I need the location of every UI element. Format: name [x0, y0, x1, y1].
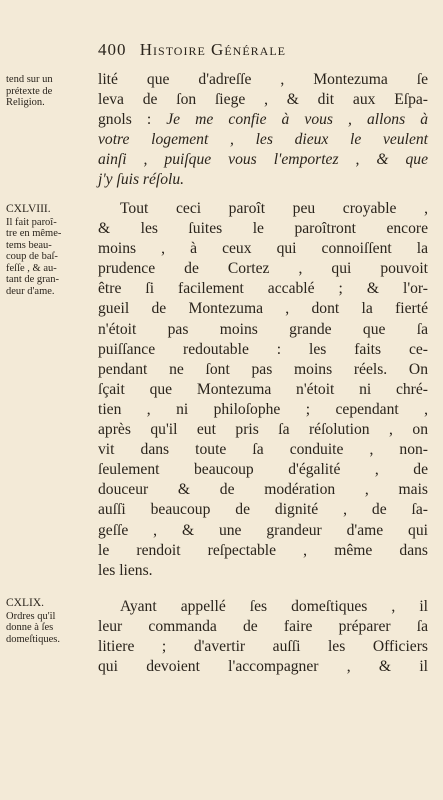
margin-note-line: deur d'ame.	[6, 285, 55, 297]
margin-note-line: domeſtiques.	[6, 633, 60, 645]
page-number: 400	[98, 40, 127, 59]
text-line	[98, 420, 428, 440]
text-line	[98, 299, 428, 319]
margin-note-line: Il fait paroî-	[6, 216, 57, 228]
italic-text: Je me confie à vous , allons à	[166, 111, 428, 129]
roman-text: être ſi facilement accablé ; & l'or-	[98, 280, 428, 298]
roman-text: n'étoit pas moins grande que ſa	[98, 320, 428, 338]
margin-note-line: tems beau-	[6, 239, 52, 251]
running-header	[98, 40, 428, 60]
text-line	[98, 219, 428, 239]
paragraph-3	[98, 597, 428, 677]
text-line	[98, 320, 428, 340]
text-line	[98, 597, 428, 617]
roman-text: leva de ſon ſiege , & dit aux Eſpa-	[98, 91, 428, 109]
margin-note-line: tre en même-	[6, 228, 62, 239]
roman-text: Tout ceci paroît peu croyable ,	[120, 200, 428, 217]
margin-note-2	[6, 204, 90, 297]
text-line	[98, 617, 428, 637]
text-line	[98, 400, 428, 420]
text-line	[98, 521, 428, 541]
roman-text: & les ſuites le paroîtront encore	[98, 220, 428, 238]
text-line	[98, 199, 428, 219]
text-line	[98, 130, 428, 150]
paragraph-1	[98, 70, 428, 191]
text-line	[98, 90, 428, 110]
roman-text: Ayant appellé ſes domeſtiques , il	[120, 598, 428, 615]
roman-text: prudence de Cortez , qui pouvoit	[98, 260, 428, 278]
text-line	[98, 637, 428, 657]
roman-text: lité que d'adreſſe , Montezuma ſe	[98, 71, 428, 88]
roman-text: douceur & de modération , mais	[98, 481, 428, 499]
roman-text: moins , à ceux qui connoiſſent la	[98, 240, 428, 258]
margin-note-heading: CXLVIII.	[6, 203, 51, 215]
italic-text: ainſi , puiſque vous l'emportez , & que	[98, 151, 428, 169]
text-line	[98, 150, 428, 170]
margin-note-line: prétexte de	[6, 85, 53, 97]
text-line	[98, 170, 428, 190]
roman-text: après qu'il eut pris ſa réſolution , on	[98, 421, 428, 439]
margin-note-line: feſſe , & au-	[6, 262, 57, 274]
paragraph-2	[98, 199, 428, 581]
margin-note-3	[6, 598, 90, 645]
roman-text: gnols :	[98, 111, 167, 129]
text-line	[98, 110, 428, 130]
text-line	[98, 360, 428, 380]
margin-note-line: tant de gran-	[6, 274, 60, 285]
margin-note-line: Ordres qu'il	[6, 610, 56, 622]
text-line	[98, 259, 428, 279]
roman-text: vit dans toute ſa conduite , non-	[98, 441, 428, 459]
roman-text: leur commanda de faire préparer ſa	[98, 618, 428, 636]
roman-text: puiſſance redoutable : les faits ce-	[98, 340, 428, 358]
text-line	[98, 460, 428, 480]
italic-text: j'y ſuis réſolu.	[98, 171, 185, 189]
margin-note-line: coup de baſ-	[6, 251, 58, 262]
text-line	[98, 70, 428, 90]
text-line	[98, 500, 428, 520]
roman-text: geſſe , & une grandeur d'ame qui	[98, 521, 428, 539]
roman-text: le rendoit reſpectable , même dans	[98, 541, 428, 559]
text-line	[98, 440, 428, 460]
text-line	[98, 561, 428, 581]
text-line	[98, 380, 428, 400]
text-line	[98, 480, 428, 500]
roman-text: les liens.	[98, 561, 153, 579]
margin-note-1	[6, 74, 90, 109]
roman-text: pendant ne ſont pas moins réels. On	[98, 360, 428, 378]
margin-note-line: Religion.	[6, 97, 45, 108]
margin-note-line: tend sur un	[6, 74, 53, 85]
roman-text: litiere ; d'avertir auſſi les Officiers	[98, 638, 428, 656]
roman-text: auſſi beaucoup de dignité , de ſa-	[98, 501, 428, 519]
text-line	[98, 279, 428, 299]
margin-note-heading: CXLIX.	[6, 597, 45, 609]
roman-text: ſeulement beaucoup d'égalité , de	[98, 461, 428, 479]
text-line	[98, 657, 428, 677]
margin-note-line: donne à ſes	[6, 622, 54, 633]
text-line	[98, 541, 428, 561]
running-title: Histoire Générale	[139, 40, 286, 59]
roman-text: ſçait que Montezuma n'étoit ni chré-	[98, 380, 428, 398]
italic-text: votre logement , les dieux le veulent	[98, 131, 428, 149]
text-line	[98, 340, 428, 360]
roman-text: qui devoient l'accompagner , & il	[98, 658, 428, 676]
roman-text: gueil de Montezuma , dont la fierté	[98, 300, 428, 318]
text-line	[98, 239, 428, 259]
roman-text: tien , ni philoſophe ; cependant ,	[98, 400, 428, 418]
